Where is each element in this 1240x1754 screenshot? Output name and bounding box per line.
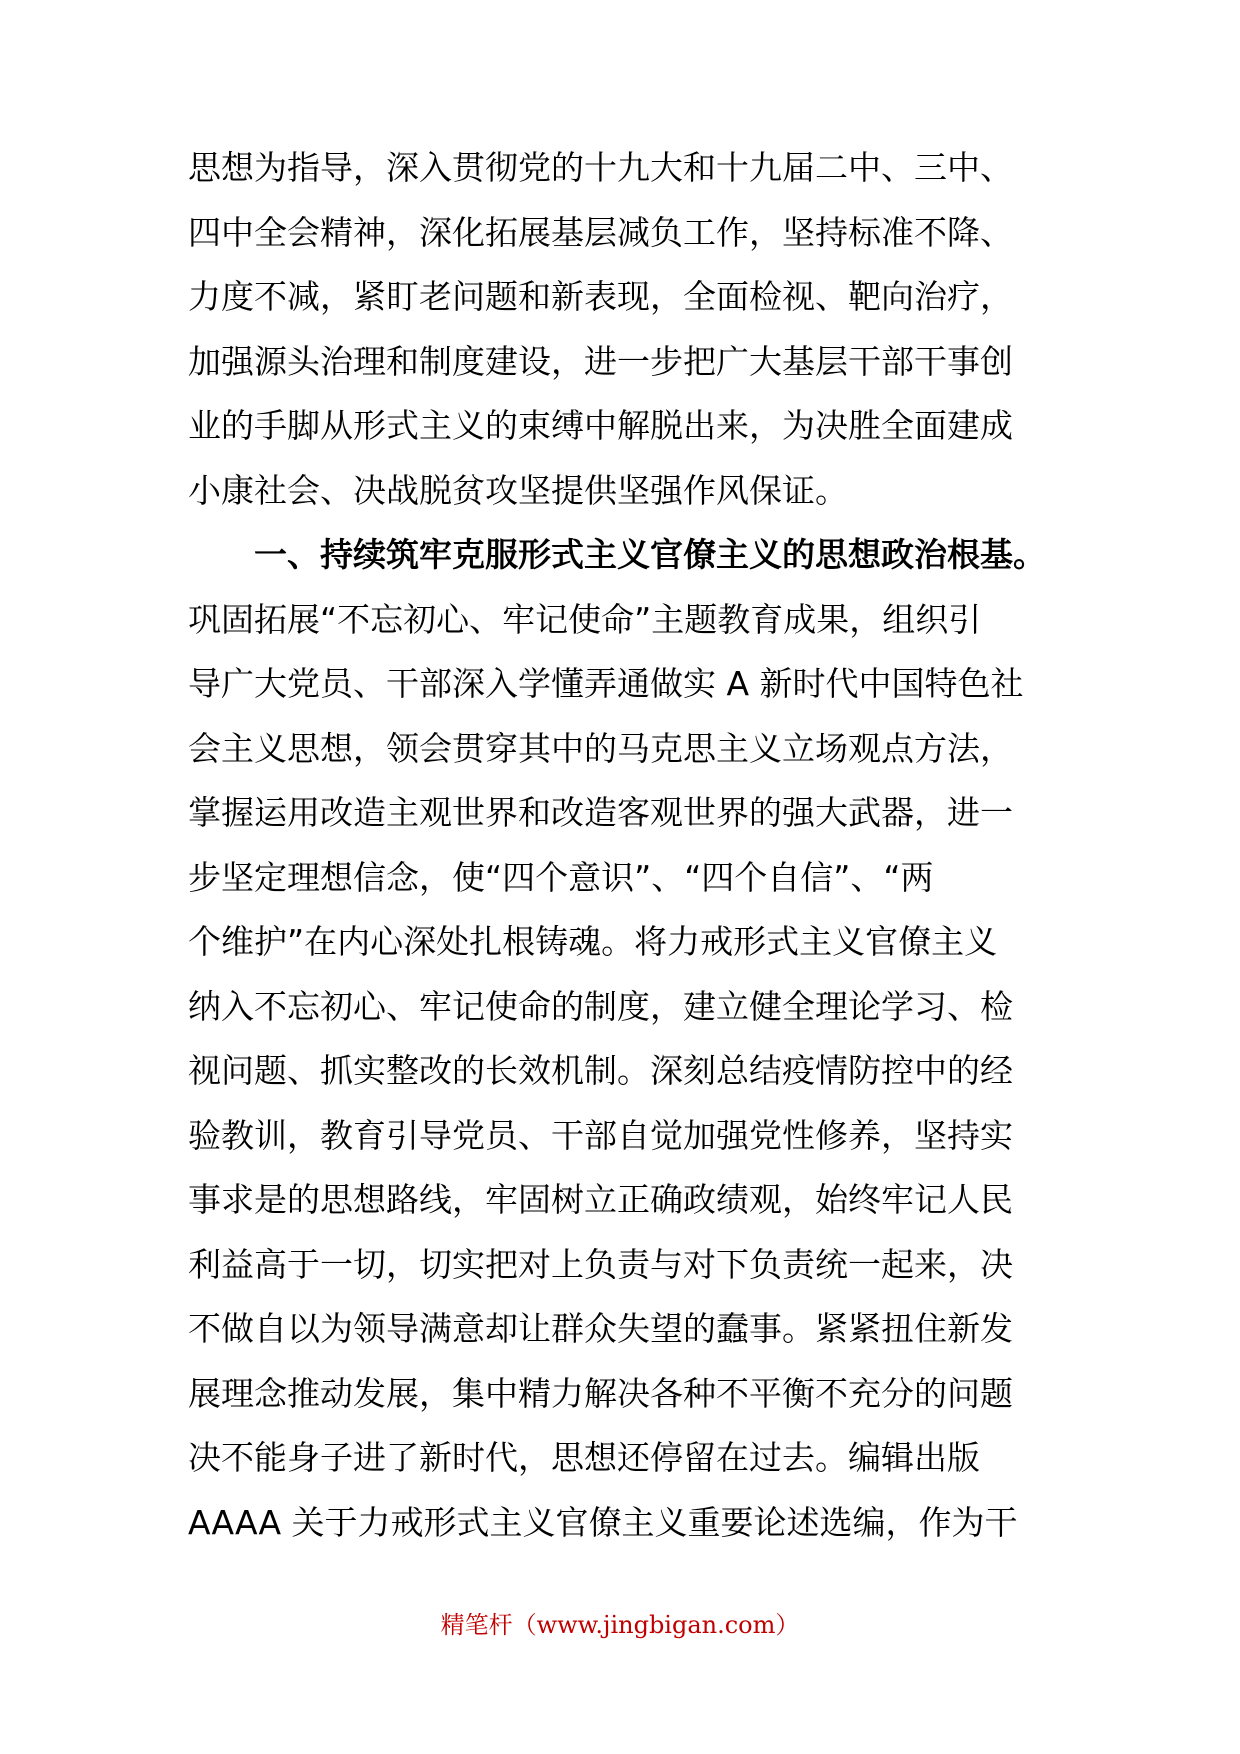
body-line-11: 掌握运用改造主观世界和改造客观世界的强大武器，进一 (188, 793, 1013, 832)
body-line-22: AAAA 关于力戒形式主义官僚主义重要论述选编，作为干 (188, 1502, 1018, 1542)
body-line-16: 验教训，教育引导党员、干部自觉加强党性修养，坚持实 (188, 1115, 1013, 1155)
footer-watermark: 精笔杆（www.jingbigan.com） (440, 1611, 800, 1639)
body-line-1: 思想为指导，深入贯彻党的十九大和十九届二中、三中、 (188, 148, 1013, 187)
body-line-15: 视问题、抓实整改的长效机制。深刻总结疫情防控中的经 (188, 1051, 1013, 1090)
body-line-20: 展理念推动发展，集中精力解决各种不平衡不充分的问题 (188, 1373, 1013, 1413)
body-line-6: 小康社会、决战脱贫攻坚提供坚强作风保证。 (188, 470, 848, 510)
section-heading: 一、持续筑牢克服形式主义官僚主义的思想政治根基。 (254, 535, 1046, 574)
body-line-2: 四中全会精神，深化拓展基层减负工作，坚持标准不降、 (188, 212, 1013, 252)
body-text (188, 136, 1068, 1555)
body-line-18: 利益高于一切，切实把对上负责与对下负责统一起来，决 (188, 1244, 1013, 1284)
body-line-5: 业的手脚从形式主义的束缚中解脱出来，为决胜全面建成 (188, 406, 1013, 445)
body-line-13: 个维护”在内心深处扎根铸魂。将力戒形式主义官僚主义 (188, 922, 998, 961)
body-line-19: 不做自以为领导满意却让群众失望的蠢事。紧紧扭住新发 (188, 1309, 1013, 1348)
body-line-21: 决不能身子进了新时代，思想还停留在过去。编辑出版 (188, 1438, 980, 1477)
body-line-17: 事求是的思想路线，牢固树立正确政绩观，始终牢记人民 (188, 1180, 1013, 1219)
body-line-4: 加强源头治理和制度建设，进一步把广大基层干部干事创 (188, 341, 1013, 381)
body-line-12: 步坚定理想信念，使“四个意识”、“四个自信”、“两 (188, 857, 934, 897)
body-line-8: 巩固拓展“不忘初心、牢记使命”主题教育成果，组织引 (188, 599, 982, 639)
body-line-9: 导广大党员、干部深入学懂弄通做实 A 新时代中国特色社 (188, 664, 1024, 703)
body-line-14: 纳入不忘初心、牢记使命的制度，建立健全理论学习、检 (188, 986, 1013, 1026)
body-line-10: 会主义思想，领会贯穿其中的马克思主义立场观点方法， (188, 728, 1013, 768)
body-line-3: 力度不减，紧盯老问题和新表现，全面检视、靶向治疗， (188, 277, 1013, 316)
